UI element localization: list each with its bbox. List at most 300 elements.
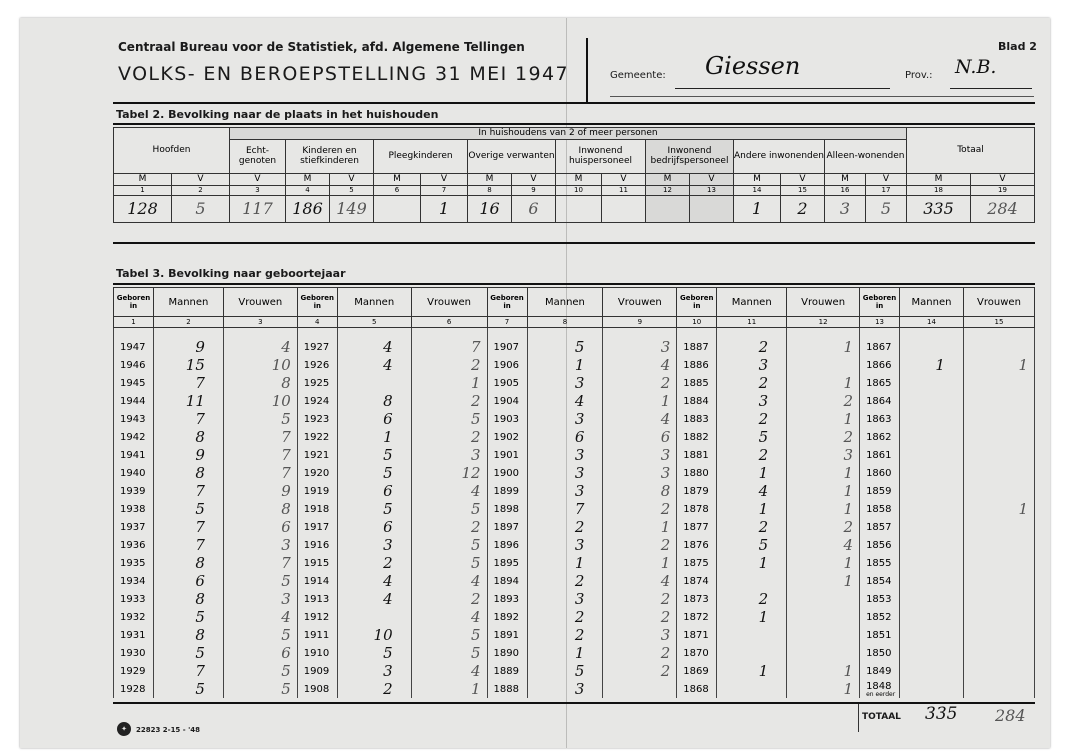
count-women: 4 <box>223 338 297 356</box>
t2-sub-header: M <box>286 174 330 186</box>
birth-year: 1927 <box>297 338 337 356</box>
count-men: 5 <box>153 644 223 662</box>
birth-year: 1858 <box>860 500 900 518</box>
count-men: 8 <box>337 392 411 410</box>
birth-year: 1878 <box>677 500 717 518</box>
birth-year: 1873 <box>677 590 717 608</box>
col-hoofden: Hoofden <box>114 128 230 174</box>
organisation-line: Centraal Bureau voor de Statistiek, afd. Algemene Tellingen <box>118 40 525 54</box>
count-men: 7 <box>153 482 223 500</box>
t2-value <box>690 196 734 223</box>
count-men <box>900 446 964 464</box>
count-men: 1 <box>717 662 787 680</box>
birth-year: 1849 <box>860 662 900 680</box>
birth-year: 1868 <box>677 680 717 698</box>
count-women: 7 <box>223 554 297 572</box>
count-women: 8 <box>603 482 677 500</box>
t3-col-number: 4 <box>297 317 337 328</box>
count-women <box>963 572 1034 590</box>
t2-sub-header: V <box>421 174 468 186</box>
col-echtgenoten: Echt-genoten <box>230 140 286 174</box>
count-men: 15 <box>153 356 223 374</box>
birth-year: 1852 <box>860 608 900 626</box>
birth-year: 1939 <box>114 482 154 500</box>
t2-value: 6 <box>512 196 556 223</box>
count-women: 1 <box>411 680 487 698</box>
count-women: 7 <box>223 428 297 446</box>
count-women: 2 <box>411 428 487 446</box>
count-men <box>717 680 787 698</box>
t2-col-number: 3 <box>230 186 286 196</box>
table2-caption: Tabel 2. Bevolking naar de plaats in het huishouden <box>116 108 439 121</box>
birth-year: 1902 <box>487 428 527 446</box>
t3-header-mannen: Mannen <box>527 288 603 317</box>
count-men: 9 <box>153 338 223 356</box>
t2-sub-header: M <box>646 174 690 186</box>
birth-year: 1892 <box>487 608 527 626</box>
birth-year: 1904 <box>487 392 527 410</box>
birth-year: 1895 <box>487 554 527 572</box>
count-men: 5 <box>717 428 787 446</box>
birth-year: 1896 <box>487 536 527 554</box>
count-women: 8 <box>223 500 297 518</box>
t2-col-number: 15 <box>781 186 825 196</box>
t3-header-geboren: Geboren in <box>297 288 337 317</box>
t2-sub-header: V <box>866 174 907 186</box>
count-women: 8 <box>223 374 297 392</box>
count-men: 2 <box>717 410 787 428</box>
count-women: 7 <box>411 338 487 356</box>
count-men <box>900 626 964 644</box>
birth-year: 1907 <box>487 338 527 356</box>
count-women <box>963 446 1034 464</box>
count-men: 5 <box>153 500 223 518</box>
count-women: 4 <box>411 608 487 626</box>
count-women: 2 <box>411 590 487 608</box>
t3-col-number: 9 <box>603 317 677 328</box>
table-row <box>114 680 1035 698</box>
count-men: 8 <box>153 464 223 482</box>
count-men: 2 <box>527 626 603 644</box>
print-code: 22823 2-15 - '48 <box>136 726 200 734</box>
t2-col-number: 18 <box>907 186 971 196</box>
count-men: 5 <box>337 464 411 482</box>
total-label: TOTAAL <box>862 712 901 722</box>
birth-year: 1908 <box>297 680 337 698</box>
t2-col-number: 10 <box>556 186 602 196</box>
table-row <box>114 446 1035 464</box>
t3-col-number: 10 <box>677 317 717 328</box>
count-women <box>963 374 1034 392</box>
count-men: 3 <box>527 680 603 698</box>
count-women: 1 <box>787 662 860 680</box>
t2-sub-header: V <box>781 174 825 186</box>
col-huispersoneel: Inwonend huispersoneel <box>556 140 646 174</box>
count-men: 6 <box>337 518 411 536</box>
t2-sub-header: M <box>825 174 866 186</box>
count-men: 2 <box>337 554 411 572</box>
birth-year: 1909 <box>297 662 337 680</box>
count-women: 3 <box>603 464 677 482</box>
count-women: 2 <box>787 428 860 446</box>
birth-year: 1891 <box>487 626 527 644</box>
count-women: 2 <box>603 500 677 518</box>
table-row <box>114 410 1035 428</box>
birth-year: 1903 <box>487 410 527 428</box>
t2-col-number: 8 <box>468 186 512 196</box>
birth-year: 1930 <box>114 644 154 662</box>
count-men <box>900 518 964 536</box>
count-women: 6 <box>223 644 297 662</box>
birth-year: 1912 <box>297 608 337 626</box>
count-men: 5 <box>153 608 223 626</box>
table-row <box>114 356 1035 374</box>
t2-value: 3 <box>825 196 866 223</box>
count-men: 1 <box>337 428 411 446</box>
count-men: 7 <box>153 536 223 554</box>
t2-value: 1 <box>734 196 781 223</box>
birth-year: 1880 <box>677 464 717 482</box>
count-women: 4 <box>411 572 487 590</box>
header-divider <box>113 102 1035 104</box>
count-women: 7 <box>223 446 297 464</box>
count-men: 2 <box>717 518 787 536</box>
count-men <box>900 482 964 500</box>
table-row <box>114 554 1035 572</box>
province-label: Prov.: <box>905 70 933 81</box>
count-women: 1 <box>411 374 487 392</box>
count-women: 10 <box>223 356 297 374</box>
count-men: 9 <box>153 446 223 464</box>
col-alleenwonenden: Alleen-wonenden <box>825 140 907 174</box>
count-men: 6 <box>337 410 411 428</box>
birth-year: 1923 <box>297 410 337 428</box>
count-women: 4 <box>603 356 677 374</box>
t3-col-number: 15 <box>963 317 1034 328</box>
col-pleegkinderen: Pleegkinderen <box>374 140 468 174</box>
t2-value: 128 <box>114 196 172 223</box>
count-men: 7 <box>153 374 223 392</box>
gemeente-line <box>675 88 890 89</box>
count-women <box>963 482 1034 500</box>
count-women: 1 <box>603 392 677 410</box>
t2-value: 186 <box>286 196 330 223</box>
birth-year: 1874 <box>677 572 717 590</box>
birth-year: 1866 <box>860 356 900 374</box>
birth-year: 1861 <box>860 446 900 464</box>
count-men <box>900 374 964 392</box>
count-women <box>963 410 1034 428</box>
birth-year: 1945 <box>114 374 154 392</box>
t3-col-number: 14 <box>900 317 964 328</box>
province-value: N.B. <box>955 56 997 78</box>
t3-col-number: 11 <box>717 317 787 328</box>
t3-header-mannen: Mannen <box>900 288 964 317</box>
count-men: 3 <box>527 374 603 392</box>
count-men <box>900 338 964 356</box>
count-women: 1 <box>603 554 677 572</box>
t2-value <box>556 196 602 223</box>
count-women <box>963 608 1034 626</box>
col-kinderen: Kinderen en stiefkinderen <box>286 140 374 174</box>
count-men: 1 <box>717 608 787 626</box>
table-row <box>114 608 1035 626</box>
count-men: 6 <box>527 428 603 446</box>
t2-value: 2 <box>781 196 825 223</box>
birth-year: 1848 en eerder <box>860 680 900 698</box>
count-women: 7 <box>223 464 297 482</box>
birth-year: 1897 <box>487 518 527 536</box>
birth-year: 1920 <box>297 464 337 482</box>
count-women: 1 <box>787 410 860 428</box>
birth-year: 1893 <box>487 590 527 608</box>
birth-year: 1938 <box>114 500 154 518</box>
birth-year: 1860 <box>860 464 900 482</box>
birth-year: 1851 <box>860 626 900 644</box>
birth-year: 1934 <box>114 572 154 590</box>
t2-value: 284 <box>971 196 1035 223</box>
count-women: 2 <box>603 644 677 662</box>
count-women: 5 <box>223 572 297 590</box>
col-andere-inwonenden: Andere inwonenden <box>734 140 825 174</box>
birth-year: 1921 <box>297 446 337 464</box>
count-women: 2 <box>411 392 487 410</box>
count-men: 2 <box>717 590 787 608</box>
t2-col-number: 14 <box>734 186 781 196</box>
t2-value: 1 <box>421 196 468 223</box>
birth-year: 1850 <box>860 644 900 662</box>
total-men: 335 <box>925 704 958 724</box>
birth-year: 1933 <box>114 590 154 608</box>
birth-year: 1885 <box>677 374 717 392</box>
count-men <box>900 644 964 662</box>
count-women: 5 <box>223 680 297 698</box>
count-men <box>337 374 411 392</box>
count-men <box>900 608 964 626</box>
count-men: 3 <box>527 410 603 428</box>
count-women <box>963 392 1034 410</box>
group-header-households: In huishoudens van 2 of meer personen <box>230 128 907 140</box>
t3-col-number: 6 <box>411 317 487 328</box>
count-women: 6 <box>223 518 297 536</box>
birth-year: 1870 <box>677 644 717 662</box>
count-women <box>963 338 1034 356</box>
t3-header-vrouwen: Vrouwen <box>223 288 297 317</box>
birth-year: 1918 <box>297 500 337 518</box>
birth-year: 1925 <box>297 374 337 392</box>
count-women: 1 <box>963 356 1034 374</box>
birth-year: 1916 <box>297 536 337 554</box>
count-men: 7 <box>153 518 223 536</box>
count-men <box>900 680 964 698</box>
count-women: 2 <box>787 518 860 536</box>
count-men: 4 <box>337 356 411 374</box>
birth-year: 1947 <box>114 338 154 356</box>
count-men: 2 <box>717 446 787 464</box>
count-men: 8 <box>153 554 223 572</box>
count-women: 5 <box>223 410 297 428</box>
table-row <box>114 518 1035 536</box>
count-women: 1 <box>787 572 860 590</box>
count-men: 4 <box>337 338 411 356</box>
count-women: 1 <box>787 482 860 500</box>
count-men: 6 <box>153 572 223 590</box>
birth-year: 1856 <box>860 536 900 554</box>
birth-year: 1871 <box>677 626 717 644</box>
birth-year: 1922 <box>297 428 337 446</box>
count-men <box>900 536 964 554</box>
table3-top-rule <box>113 283 1035 285</box>
table2-household-position <box>113 127 1035 223</box>
t2-sub-header: V <box>690 174 734 186</box>
count-women: 1 <box>787 338 860 356</box>
count-women <box>787 590 860 608</box>
birth-year: 1942 <box>114 428 154 446</box>
birth-year: 1864 <box>860 392 900 410</box>
t3-header-mannen: Mannen <box>153 288 223 317</box>
birth-year: 1853 <box>860 590 900 608</box>
count-men: 7 <box>153 662 223 680</box>
birth-year: 1943 <box>114 410 154 428</box>
count-men <box>900 428 964 446</box>
birth-year: 1931 <box>114 626 154 644</box>
col-totaal: Totaal <box>907 128 1035 174</box>
birth-year: 1877 <box>677 518 717 536</box>
count-women: 5 <box>411 554 487 572</box>
count-men: 5 <box>337 500 411 518</box>
count-men <box>900 392 964 410</box>
table-row <box>114 428 1035 446</box>
t3-header-vrouwen: Vrouwen <box>411 288 487 317</box>
count-women <box>787 626 860 644</box>
t3-header-vrouwen: Vrouwen <box>603 288 677 317</box>
t2-value: 117 <box>230 196 286 223</box>
table-row <box>114 536 1035 554</box>
count-men: 5 <box>527 338 603 356</box>
t2-sub-header: V <box>330 174 374 186</box>
t2-sub-header: M <box>907 174 971 186</box>
total-women: 284 <box>995 706 1026 725</box>
t2-sub-header: M <box>114 174 172 186</box>
count-men: 3 <box>717 356 787 374</box>
t2-sub-header: M <box>374 174 421 186</box>
count-women <box>787 644 860 662</box>
t3-header-vrouwen: Vrouwen <box>963 288 1034 317</box>
count-men: 10 <box>337 626 411 644</box>
count-men: 3 <box>527 590 603 608</box>
count-men <box>900 500 964 518</box>
count-men <box>717 572 787 590</box>
count-women: 6 <box>603 428 677 446</box>
count-men <box>717 644 787 662</box>
birth-year: 1872 <box>677 608 717 626</box>
table-row <box>114 644 1035 662</box>
t3-header-vrouwen: Vrouwen <box>787 288 860 317</box>
count-women: 1 <box>603 518 677 536</box>
count-men: 5 <box>337 446 411 464</box>
birth-year: 1926 <box>297 356 337 374</box>
count-men <box>717 626 787 644</box>
birth-year: 1884 <box>677 392 717 410</box>
count-women: 10 <box>223 392 297 410</box>
t2-col-number: 11 <box>602 186 646 196</box>
count-men: 3 <box>527 464 603 482</box>
t2-col-number: 9 <box>512 186 556 196</box>
t3-col-number: 5 <box>337 317 411 328</box>
count-women: 4 <box>787 536 860 554</box>
table-row <box>114 662 1035 680</box>
count-men <box>900 662 964 680</box>
t2-col-number: 2 <box>172 186 230 196</box>
table-row <box>114 572 1035 590</box>
count-men: 6 <box>337 482 411 500</box>
birth-year: 1929 <box>114 662 154 680</box>
count-women: 4 <box>603 572 677 590</box>
form-title: VOLKS- EN BEROEPSTELLING 31 MEI 1947 <box>118 63 569 85</box>
t2-sub-header: M <box>468 174 512 186</box>
birth-year: 1946 <box>114 356 154 374</box>
t2-col-number: 1 <box>114 186 172 196</box>
t3-col-number: 7 <box>487 317 527 328</box>
t3-header-mannen: Mannen <box>337 288 411 317</box>
count-men: 8 <box>153 590 223 608</box>
count-women <box>963 464 1034 482</box>
t2-col-number: 4 <box>286 186 330 196</box>
birth-year: 1944 <box>114 392 154 410</box>
count-women <box>963 554 1034 572</box>
birth-year: 1932 <box>114 608 154 626</box>
count-women: 1 <box>787 374 860 392</box>
count-men: 3 <box>337 662 411 680</box>
t2-value: 335 <box>907 196 971 223</box>
birth-year: 1888 <box>487 680 527 698</box>
t2-sub-header: M <box>734 174 781 186</box>
count-men: 2 <box>717 338 787 356</box>
count-women: 3 <box>603 338 677 356</box>
birth-year: 1940 <box>114 464 154 482</box>
birth-year: 1898 <box>487 500 527 518</box>
birth-year: 1915 <box>297 554 337 572</box>
table-row <box>114 500 1035 518</box>
count-men: 5 <box>337 644 411 662</box>
birth-year: 1941 <box>114 446 154 464</box>
t2-col-number: 6 <box>374 186 421 196</box>
t2-col-number: 7 <box>421 186 468 196</box>
t2-col-number: 19 <box>971 186 1035 196</box>
birth-year: 1911 <box>297 626 337 644</box>
count-men: 1 <box>527 644 603 662</box>
birth-year: 1869 <box>677 662 717 680</box>
count-men: 8 <box>153 428 223 446</box>
sheet-number: Blad 2 <box>998 40 1037 53</box>
count-women: 2 <box>411 518 487 536</box>
count-women: 9 <box>223 482 297 500</box>
count-women: 1 <box>787 680 860 698</box>
t2-col-number: 17 <box>866 186 907 196</box>
t2-value: 16 <box>468 196 512 223</box>
birth-year: 1862 <box>860 428 900 446</box>
count-women <box>963 680 1034 698</box>
birth-year: 1928 <box>114 680 154 698</box>
header-separator <box>586 38 588 102</box>
t2-value <box>602 196 646 223</box>
count-men <box>900 464 964 482</box>
count-women: 2 <box>787 392 860 410</box>
count-men <box>337 608 411 626</box>
t2-col-number: 13 <box>690 186 734 196</box>
birth-year: 1882 <box>677 428 717 446</box>
count-men: 8 <box>153 626 223 644</box>
